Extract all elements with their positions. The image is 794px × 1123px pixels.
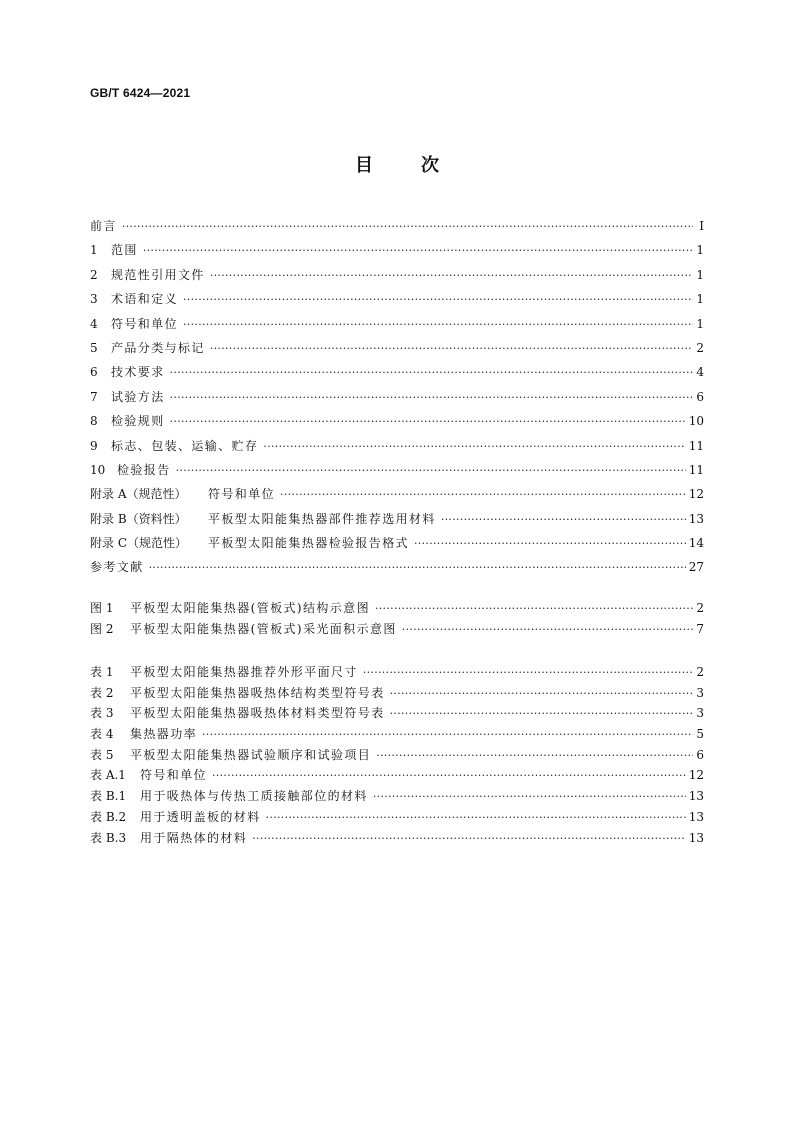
toc-entry-title: 集热器功率 — [130, 727, 198, 742]
toc-entry-7[interactable] — [90, 388, 704, 412]
toc-entry-title: 平板型太阳能集热器推荐外形平面尺寸 — [130, 665, 358, 679]
toc-entry-number: 1 — [90, 243, 98, 258]
toc-figure-1[interactable] — [90, 599, 704, 620]
toc-leader-dots — [170, 366, 693, 379]
toc-entry-title: 平板型太阳能集热器吸热体结构类型符号表 — [130, 685, 385, 700]
toc-leader-dots — [376, 749, 693, 762]
toc-leader-dots — [210, 269, 693, 282]
toc-leader-dots — [263, 440, 685, 453]
toc-entry-number: 表 B.3 — [90, 830, 127, 845]
toc-leader-dots — [170, 415, 686, 428]
toc-entry-page: 14 — [688, 536, 704, 551]
toc-entry-page: 7 — [696, 621, 704, 636]
toc-table-b2[interactable] — [90, 808, 704, 829]
toc-entry-4[interactable] — [90, 315, 704, 339]
toc-figure-2[interactable] — [90, 620, 704, 641]
toc-entry-title: 规范性引用文件 — [111, 267, 205, 282]
toc-entry-title: 用于吸热体与传热工质接触部位的材料 — [140, 789, 368, 804]
toc-entry-number: 图 2 — [90, 621, 114, 636]
toc-entry-title: 检验规则 — [111, 414, 165, 429]
toc-entry-page: 3 — [696, 685, 704, 700]
toc-entry-page: 13 — [688, 789, 704, 804]
toc-entry-number: 10 — [90, 462, 106, 477]
toc-leader-dots — [149, 561, 686, 574]
toc-entry-title: 平板型太阳能集热器试验顺序和试验项目 — [130, 747, 372, 762]
toc-entry-title: 符号和单位 — [140, 768, 208, 783]
toc-table-4[interactable] — [90, 725, 704, 746]
toc-entry-page: 2 — [696, 601, 704, 615]
toc-entry-title: 产品分类与标记 — [111, 340, 205, 355]
toc-tables-list — [90, 663, 704, 849]
toc-entry-title: 用于隔热体的材料 — [140, 830, 248, 845]
toc-entry-number: 附录 C（规范性） — [90, 536, 187, 551]
toc-entry-page: 13 — [688, 809, 704, 824]
toc-entry-number: 表 4 — [90, 727, 114, 742]
toc-entry-bibliography[interactable] — [90, 558, 704, 582]
toc-leader-dots — [183, 293, 693, 306]
toc-entry-title: 前言 — [90, 219, 117, 233]
toc-entry-number: 表 2 — [90, 685, 114, 700]
toc-entry-number: 7 — [90, 389, 98, 404]
toc-entry-title: 平板型太阳能集热器检验报告格式 — [208, 536, 410, 551]
toc-entry-number: 表 A.1 — [90, 768, 126, 783]
toc-entry-title: 技术要求 — [111, 365, 165, 380]
toc-entry-page: 1 — [696, 267, 704, 282]
toc-entry-page: 1 — [696, 243, 704, 258]
toc-entry-number: 表 B.1 — [90, 789, 127, 804]
toc-entry-8[interactable] — [90, 412, 704, 436]
toc-entry-title: 平板型太阳能集热器(管板式)采光面积示意图 — [130, 621, 397, 636]
toc-entry-title: 平板型太阳能集热器部件推荐选用材料 — [208, 511, 436, 526]
toc-leader-dots — [414, 537, 686, 550]
toc-leader-dots — [183, 318, 693, 331]
toc-leader-dots — [266, 811, 686, 824]
toc-entry-number: 附录 B（资料性） — [90, 511, 187, 526]
toc-table-2[interactable] — [90, 684, 704, 705]
toc-entry-title: 范围 — [111, 243, 138, 258]
toc-entry-page: 1 — [696, 316, 704, 331]
toc-entry-annex-b[interactable] — [90, 510, 704, 534]
toc-entry-page: 12 — [688, 487, 704, 502]
toc-leader-dots — [176, 464, 686, 477]
toc-entry-number: 表 1 — [90, 665, 114, 679]
toc-entry-page: 13 — [688, 830, 704, 845]
toc-entry-page: 6 — [696, 747, 704, 762]
toc-entry-page: 2 — [696, 665, 704, 679]
toc-entry-1[interactable] — [90, 241, 704, 265]
toc-leader-dots — [363, 666, 693, 679]
toc-entry-page: 11 — [688, 462, 704, 477]
toc-table-b1[interactable] — [90, 787, 704, 808]
toc-leader-dots — [390, 707, 693, 720]
toc-leader-dots — [441, 513, 686, 526]
toc-entry-number: 5 — [90, 340, 98, 355]
toc-entry-page: 3 — [696, 706, 704, 721]
toc-entry-title: 标志、包装、运输、贮存 — [111, 438, 259, 453]
toc-entry-10[interactable] — [90, 461, 704, 485]
toc-table-5[interactable] — [90, 746, 704, 767]
toc-table-3[interactable] — [90, 704, 704, 725]
toc-leader-dots — [373, 790, 686, 803]
toc-table-1[interactable] — [90, 663, 704, 684]
toc-entry-title: 检验报告 — [117, 462, 171, 477]
toc-entry-number: 表 5 — [90, 747, 114, 762]
toc-entry-number: 2 — [90, 267, 98, 282]
toc-entry-page: 4 — [696, 365, 704, 380]
toc-heading-left: 目 — [355, 155, 373, 176]
toc-entry-title: 用于透明盖板的材料 — [140, 809, 261, 824]
toc-entry-number: 8 — [90, 414, 98, 429]
toc-leader-dots — [212, 769, 686, 782]
toc-entry-title: 术语和定义 — [111, 292, 179, 307]
toc-entry-number: 6 — [90, 365, 98, 380]
toc-entry-title: 符号和单位 — [208, 487, 276, 502]
toc-figures-list — [90, 599, 704, 640]
toc-leader-dots — [402, 623, 693, 636]
toc-entry-annex-c[interactable] — [90, 534, 704, 558]
toc-entry-title: 平板型太阳能集热器吸热体材料类型符号表 — [130, 706, 385, 721]
toc-leader-dots — [252, 832, 686, 845]
toc-entry-foreword[interactable] — [90, 217, 704, 241]
toc-heading-right: 次 — [421, 155, 439, 176]
toc-entry-number: 表 B.2 — [90, 809, 127, 824]
toc-leader-dots — [375, 602, 693, 615]
toc-entry-number: 图 1 — [90, 601, 114, 615]
toc-entry-page: 12 — [688, 768, 704, 783]
toc-entry-3[interactable] — [90, 290, 704, 314]
toc-entry-page: 6 — [696, 389, 704, 404]
toc-entry-number: 9 — [90, 438, 98, 453]
toc-entry-number: 4 — [90, 316, 98, 331]
toc-entry-title: 试验方法 — [111, 389, 165, 404]
toc-leader-dots — [210, 342, 693, 355]
toc-entry-annex-a[interactable] — [90, 485, 704, 509]
toc-entry-page: 2 — [696, 340, 704, 355]
toc-leader-dots — [143, 244, 693, 257]
toc-entry-title: 符号和单位 — [111, 316, 179, 331]
toc-entry-5[interactable] — [90, 339, 704, 363]
toc-entry-page: 10 — [688, 414, 704, 429]
toc-entry-title: 参考文献 — [90, 560, 144, 575]
toc-entry-9[interactable] — [90, 437, 704, 461]
toc-leader-dots — [202, 728, 693, 741]
toc-entry-2[interactable] — [90, 266, 704, 290]
toc-table-a1[interactable] — [90, 766, 704, 787]
toc-entry-number: 3 — [90, 292, 98, 307]
toc-entry-page: 1 — [696, 292, 704, 307]
toc-entry-page: 11 — [688, 438, 704, 453]
toc-entry-page: 5 — [696, 727, 704, 742]
toc-leader-dots — [280, 488, 686, 501]
toc-leader-dots — [390, 687, 693, 700]
toc-entry-page: Ⅰ — [699, 219, 704, 233]
toc-leader-dots — [170, 391, 693, 404]
toc-leader-dots — [122, 220, 693, 233]
toc-entry-number: 表 3 — [90, 706, 114, 721]
toc-entry-page: 13 — [688, 511, 704, 526]
toc-entry-title: 平板型太阳能集热器(管板式)结构示意图 — [130, 601, 370, 615]
toc-entry-number: 附录 A（规范性） — [90, 487, 187, 502]
standard-code: GB/T 6424—2021 — [90, 86, 191, 100]
toc-main-list — [90, 217, 704, 583]
toc-table-b3[interactable] — [90, 829, 704, 850]
toc-entry-page: 27 — [688, 560, 704, 575]
toc-entry-6[interactable] — [90, 363, 704, 387]
toc-heading — [0, 151, 794, 177]
